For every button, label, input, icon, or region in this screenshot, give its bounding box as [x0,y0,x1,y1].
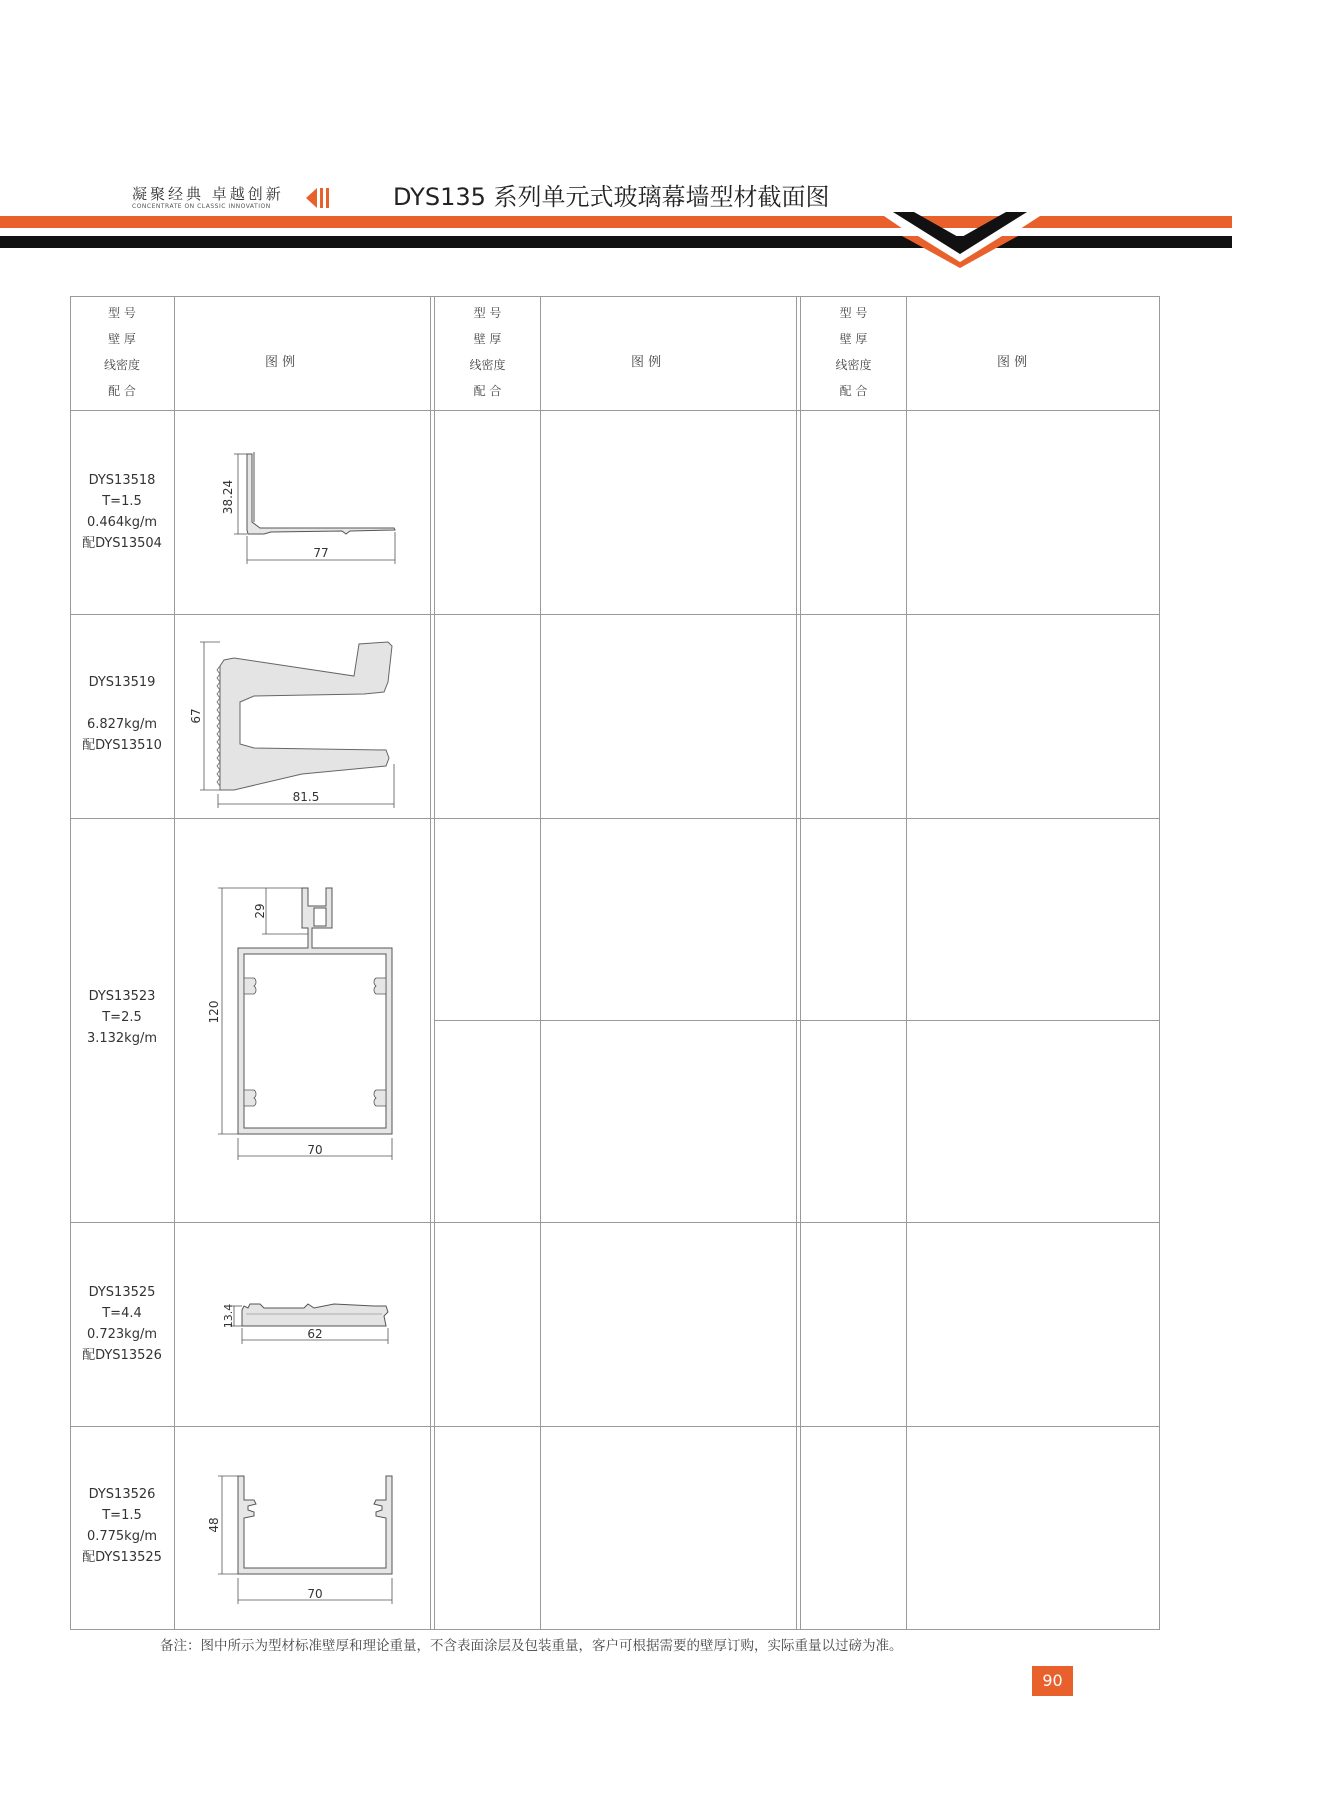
header-line-model: 型 号 [473,306,502,320]
model-number: DYS13523 [88,989,156,1004]
profile-drawing-dys13519 [174,614,430,818]
model-number: DYS13526 [88,1487,156,1502]
matching-profile: 配DYS13510 [82,738,162,753]
linear-density: 0.464kg/m [86,515,158,530]
header-line-density: 线密度 [835,358,872,372]
dimension-width: 62 [307,1327,323,1341]
slogan-english: CONCENTRATE ON CLASSIC INNOVATION [132,203,271,210]
header-bands [0,212,1317,268]
matching-profile: 配DYS13525 [82,1550,162,1565]
table-row-specs [70,470,174,554]
matching-profile: 配DYS13526 [82,1348,162,1363]
dimension-width: 77 [313,546,329,560]
dimension-width: 70 [307,1143,323,1157]
header-line-thickness: 壁 厚 [839,332,868,346]
page-header [0,0,1317,270]
arrow-logo-icon [306,186,332,210]
footnote: 备注：图中所示为型材标准壁厚和理论重量，不含表面涂层及包装重量，客户可根据需要的壁厚订购，实际重量以过磅为准。 [160,1638,903,1654]
header-line-match: 配 合 [839,384,868,398]
dimension-width: 70 [307,1587,323,1601]
wall-thickness: T=1.5 [102,1508,142,1523]
matching-profile: 配DYS13504 [82,536,162,551]
header-line-thickness: 壁 厚 [108,332,136,346]
page-title: DYS135 系列单元式玻璃幕墙型材截面图 [393,183,830,211]
header-line-density: 线密度 [103,358,140,372]
profile-drawing-dys13523 [174,818,430,1222]
table-row-specs [70,1282,174,1366]
table-row-specs [70,986,174,1049]
column-header-specs-2 [435,300,540,404]
dimension-top: 29 [253,903,267,919]
column-header-specs-3 [801,300,906,404]
wall-thickness: T=4.4 [102,1306,142,1321]
dimension-height: 48 [207,1517,221,1533]
linear-density: 6.827kg/m [86,717,158,732]
page-number: 90 [1032,1666,1073,1696]
model-number: DYS13525 [88,1285,156,1300]
profile-drawing-dys13518 [174,410,430,614]
linear-density: 0.775kg/m [86,1529,158,1544]
wall-thickness: T=2.5 [102,1010,142,1025]
wall-thickness: T=1.5 [102,494,142,509]
table-row-specs [70,672,174,756]
model-number: DYS13519 [88,675,156,690]
header-line-thickness: 壁 厚 [473,332,502,346]
header-line-match: 配 合 [473,384,502,398]
table-row-specs [70,1484,174,1568]
column-header-legend-1: 图 例 [265,355,296,370]
column-header-specs-1 [70,300,174,404]
header-line-model: 型 号 [839,306,868,320]
header-line-match: 配 合 [108,384,136,398]
profile-table [70,296,1160,1630]
dimension-width: 81.5 [292,790,320,804]
dimension-height: 13.4 [222,1303,235,1329]
header-line-model: 型 号 [108,306,136,320]
wall-thickness [70,693,174,714]
linear-density: 0.723kg/m [86,1327,158,1342]
dimension-height: 120 [207,1000,221,1024]
linear-density: 3.132kg/m [86,1031,158,1046]
dimension-height: 67 [189,708,203,724]
model-number: DYS13518 [88,473,156,488]
dimension-height: 38.24 [221,479,235,515]
slogan: 凝聚经典 卓越创新 [132,185,284,203]
header-line-density: 线密度 [469,358,506,372]
profile-drawing-dys13526 [174,1426,430,1630]
column-header-legend-2: 图 例 [631,355,662,370]
profile-drawing-dys13525 [174,1222,430,1426]
column-header-legend-3: 图 例 [997,355,1028,370]
